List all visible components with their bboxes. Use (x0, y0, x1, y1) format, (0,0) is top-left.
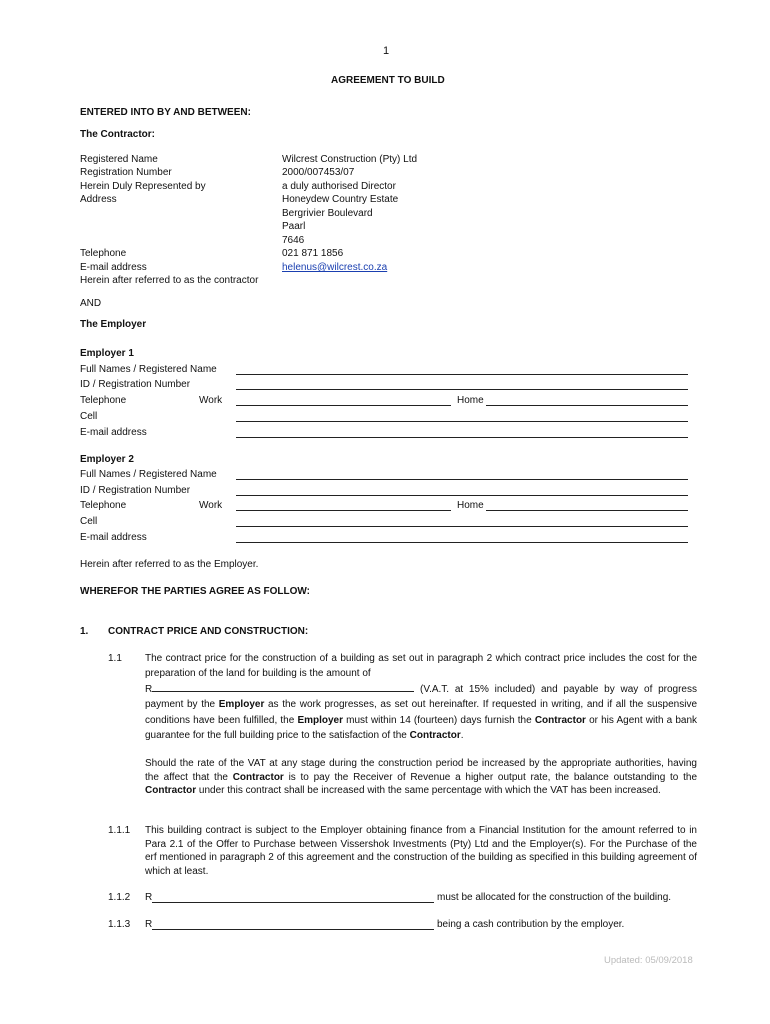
footer-updated-date: Updated: 05/09/2018 (604, 955, 693, 966)
vat-part-a: Should the rate of the VAT at any stage during the construction period be increased by the appropriate authorities, having the affect that the (145, 758, 697, 783)
employer2-full-names-field[interactable] (236, 479, 688, 480)
value-registration-number: 2000/007453/07 (282, 167, 355, 178)
cash-contribution-field[interactable] (152, 929, 434, 930)
document-title: AGREEMENT TO BUILD (331, 75, 445, 86)
employer1-label-email: E-mail address (80, 427, 147, 438)
clause-1-1-part-a: The contract price for the construction of a building as set out in paragraph 2 which contract price includes the cost for the preparation of the land for building is the amount of (145, 653, 697, 680)
employer1-cell-field[interactable] (236, 421, 688, 422)
employer-heading: The Employer (80, 319, 147, 330)
employer1-label-telephone: Telephone (80, 395, 127, 406)
employer2-label-telephone: Telephone (80, 500, 127, 511)
employer1-work-phone-field[interactable] (236, 405, 451, 406)
contractor-email-link[interactable]: helenus@wilcrest.co.za (282, 262, 388, 273)
employer-bold-2: Employer (297, 714, 344, 726)
contractor-bold-1: Contractor (534, 714, 586, 726)
value-company-name: Wilcrest Construction (Pty) Ltd (282, 154, 418, 165)
clause-1-1-r: R (145, 683, 153, 695)
value-address-line-4: 7646 (282, 235, 305, 246)
value-address-line-1: Honeydew Country Estate (282, 194, 399, 205)
employer1-label-id: ID / Registration Number (80, 379, 191, 390)
clause-1-1-part-d: must within 14 (fourteen) days furnish the (346, 714, 532, 726)
vat-part-b: is to pay the Receiver of Revenue a higher output rate, the balance outstanding to the (288, 771, 697, 783)
and-text: AND (80, 298, 102, 309)
section1-number: 1. (80, 626, 89, 637)
employer-bold-1: Employer (218, 699, 265, 711)
vat-paragraph (145, 757, 697, 798)
clause-1-1-part-e: or his Agent with a bank guarantee for the full building price to the satisfaction of the (145, 714, 698, 742)
herein-employer: Herein after referred to as the Employer. (80, 559, 259, 570)
label-represented-by: Herein Duly Represented by (80, 181, 206, 192)
clause-1-1-1-text: This building contract is subject to the Employer obtaining finance from a Financial Institution for the amount referred to in Para 2.1 of the Offer to Purchase between Vissershok Investments (Pty) Ltd and the Employer(s). For the Purchase of the erf mentioned in paragraph 2 of this agreement and the construction of the building as specified in this building agreement of which at least. (145, 825, 697, 877)
clause-1-1-1-number: 1.1.1 (108, 825, 131, 836)
value-represented-by: a duly authorised Director (282, 181, 396, 192)
herein-contractor: Herein after referred to as the contractor (80, 275, 259, 286)
wherefor-heading: WHEREFOR THE PARTIES AGREE AS FOLLOW: (80, 586, 310, 597)
employer2-label-email: E-mail address (80, 532, 147, 543)
clause-1-1-number: 1.1 (108, 653, 122, 664)
employer2-id-field[interactable] (236, 495, 688, 496)
employer1-label-full-names: Full Names / Registered Name (80, 364, 217, 375)
label-registered-name: Registered Name (80, 154, 158, 165)
employer2-work-phone-field[interactable] (236, 510, 451, 511)
clause-1-1-part-c: as the work progresses, as set out hereinafter. If requested in writing, and if all the suspensive conditions have been fulfilled, the (145, 699, 698, 726)
clause-1-1-2-text: must be allocated for the construction of the building. (437, 892, 672, 903)
contractor-heading: The Contractor: (80, 129, 155, 140)
construction-allocation-field[interactable] (152, 902, 434, 903)
employer1-id-field[interactable] (236, 389, 688, 390)
employer2-heading: Employer 2 (80, 454, 134, 465)
value-telephone: 021 871 1856 (282, 248, 344, 259)
contractor-bold-4: Contractor (145, 785, 197, 797)
employer2-label-cell: Cell (80, 516, 98, 527)
employer2-cell-field[interactable] (236, 526, 688, 527)
employer1-label-cell: Cell (80, 411, 98, 422)
clause-1-1-part-b: (V.A.T. at 15% included) and payable by way of progress payment by the (145, 683, 697, 711)
value-address-line-3: Paarl (282, 221, 306, 232)
clause-1-1-2-r: R (145, 892, 153, 903)
section1-title: CONTRACT PRICE AND CONSTRUCTION: (108, 626, 309, 637)
contractor-bold-3: Contractor (232, 771, 284, 783)
employer1-heading: Employer 1 (80, 348, 134, 359)
label-registration-number: Registration Number (80, 167, 172, 178)
employer1-label-work: Work (199, 395, 223, 406)
employer2-label-home: Home (457, 500, 484, 511)
vat-part-c: under this contract shall be increased with the same percentage with which the VAT has been increased. (198, 785, 661, 797)
employer1-full-names-field[interactable] (236, 374, 688, 375)
page-number: 1 (383, 45, 390, 57)
clause-1-1-3-text: being a cash contribution by the employer. (437, 919, 625, 930)
label-telephone: Telephone (80, 248, 127, 259)
contract-price-field[interactable] (152, 682, 414, 692)
label-email: E-mail address (80, 262, 147, 273)
employer1-home-phone-field[interactable] (486, 405, 688, 406)
employer2-label-full-names: Full Names / Registered Name (80, 469, 217, 480)
contractor-bold-2: Contractor (409, 730, 461, 742)
clause-1-1-2-number: 1.1.2 (108, 892, 131, 903)
employer2-label-work: Work (199, 500, 223, 511)
employer2-label-id: ID / Registration Number (80, 485, 191, 496)
clause-1-1-3-number: 1.1.3 (108, 919, 131, 930)
value-address-line-2: Bergrivier Boulevard (282, 208, 373, 219)
clause-1-1-3-r: R (145, 919, 153, 930)
employer1-email-field[interactable] (236, 437, 688, 438)
label-address: Address (80, 194, 117, 205)
entered-into-heading: ENTERED INTO BY AND BETWEEN: (80, 107, 251, 118)
clause-1-1-text: The contract price for the construction of a building as set out in paragraph 2 which contract price includes the cost for the preparation of the land for building is the amount of R (V.A.T. at 15% included) and payable by way of progress payment by the Employer as the work progresses, as set out hereinafter. If requested in writing, and if all the suspensive conditions have been fulfilled, the Employer must within 14 (fourteen) days furnish the Contractor or his Agent with a bank guarantee for the full building price to the satisfaction of the Contractor. (145, 653, 698, 742)
employer2-email-field[interactable] (236, 542, 688, 543)
employer1-label-home: Home (457, 395, 484, 406)
employer2-home-phone-field[interactable] (486, 510, 688, 511)
